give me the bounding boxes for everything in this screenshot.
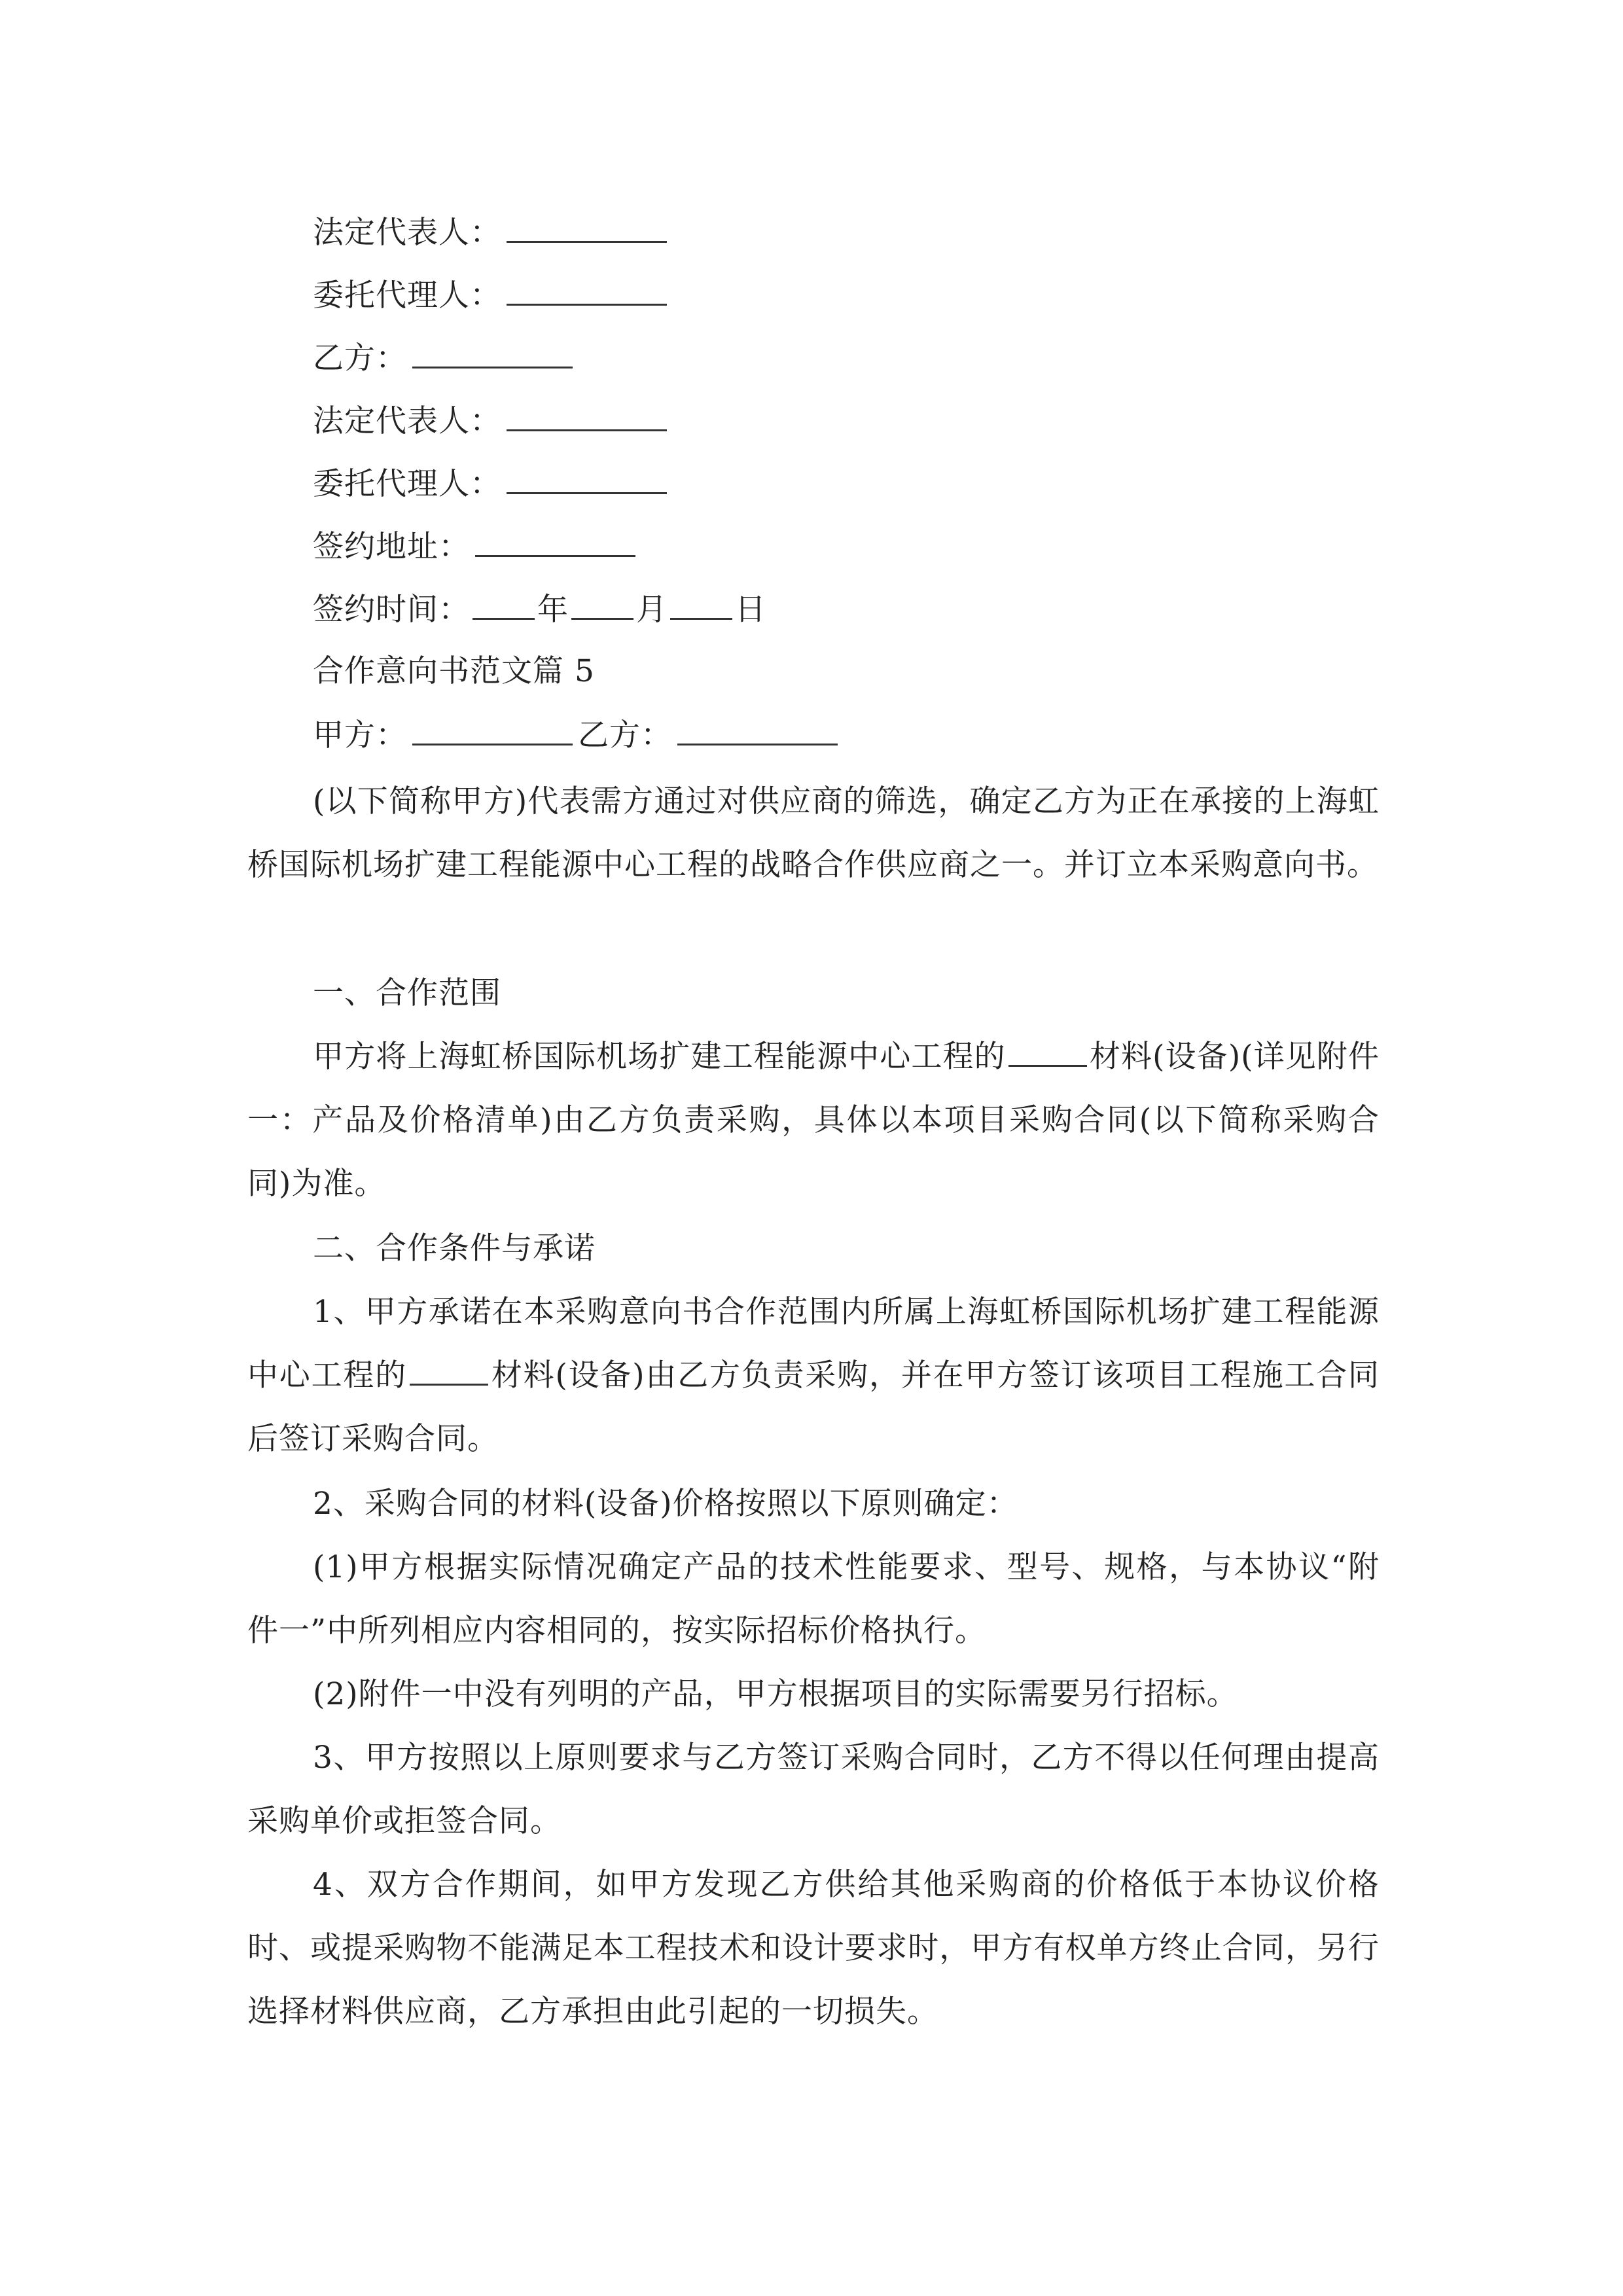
agent-b-field — [313, 465, 667, 503]
field-label: 委托代理人： — [313, 466, 501, 502]
scope-text-after: 材料(设备)(详见附件一：产品及价格清单)由乙方负责采购，具体以本项目采购合同(以下简称采购合同)为准。 — [247, 1039, 1380, 1202]
blank-line[interactable] — [670, 590, 732, 620]
blank-line[interactable] — [412, 716, 573, 745]
field-label: 乙方： — [313, 340, 407, 376]
clause-1-text-before: 1、甲方承诺在本采购意向书合作范围内所属上海虹桥国际机场扩建工程能源中心工程的 — [247, 1294, 1380, 1393]
clause-4: 4、双方合作期间，如甲方发现乙方供给其他采购商的价格低于本协议价格时、或提采购物不能满足本工程技术和设计要求时，甲方有权单方终止合同，另行选择材料供应商，乙方承担由此引起的一切损失。 — [247, 1867, 1380, 2030]
field-label: 法定代表人： — [313, 403, 501, 439]
clause-2: 2、采购合同的材料(设备)价格按照以下原则确定： — [313, 1486, 1018, 1522]
party-a-label: 甲方： — [313, 717, 407, 753]
blank-line[interactable] — [473, 590, 535, 620]
field-label: 委托代理人： — [313, 278, 501, 314]
clause-3: 3、甲方按照以上原则要求与乙方签订采购合同时，乙方不得以任何理由提高采购单价或拒签合同。 — [247, 1740, 1380, 1839]
field-label: 签约地址： — [313, 529, 470, 565]
legal-rep-a-field — [313, 213, 667, 251]
legal-rep-b-field — [313, 402, 667, 440]
day-label: 日 — [735, 592, 766, 628]
clause-2-2: (2)附件一中没有列明的产品，甲方根据项目的实际需要另行招标。 — [313, 1676, 1238, 1712]
blank-line[interactable] — [412, 339, 573, 368]
section-title: 合作意向书范文篇 5 — [313, 653, 595, 689]
scope-paragraph — [247, 1025, 1380, 1215]
blank-line[interactable] — [677, 716, 838, 745]
month-label: 月 — [636, 592, 668, 628]
field-label: 签约时间： — [313, 592, 470, 628]
blank-line[interactable] — [475, 528, 635, 557]
blank-line[interactable] — [507, 213, 667, 243]
blank-line[interactable] — [507, 402, 667, 431]
signing-time-field — [313, 590, 766, 628]
blank-line[interactable] — [571, 590, 633, 620]
field-label: 法定代表人： — [313, 215, 501, 251]
agent-a-field — [313, 276, 667, 314]
scope-text-before: 甲方将上海虹桥国际机场扩建工程能源中心工程的 — [313, 1039, 1006, 1075]
clause-1 — [247, 1280, 1380, 1471]
heading-cooperation-scope: 一、合作范围 — [313, 975, 501, 1011]
year-label: 年 — [537, 592, 569, 628]
clause-1-text-after: 材料(设备)由乙方负责采购，并在甲方签订该项目工程施工合同后签订采购合同。 — [247, 1357, 1380, 1457]
blank-line[interactable] — [410, 1356, 488, 1386]
party-b-field — [313, 339, 573, 377]
intro-paragraph: (以下简称甲方)代表需方通过对供应商的筛选，确定乙方为正在承接的上海虹桥国际机场扩建工程能源中心工程的战略合作供应商之一。并订立本采购意向书。 — [247, 783, 1380, 883]
heading-conditions: 二、合作条件与承诺 — [313, 1230, 596, 1266]
blank-line[interactable] — [507, 465, 667, 494]
parties-line — [313, 716, 838, 754]
blank-line[interactable] — [1008, 1037, 1087, 1067]
clause-2-1: (1)甲方根据实际情况确定产品的技术性能要求、型号、规格，与本协议“附件一”中所列相应内容相同的，按实际招标价格执行。 — [247, 1549, 1380, 1649]
blank-line[interactable] — [507, 276, 667, 306]
signing-address-field — [313, 528, 635, 565]
party-b-label: 乙方： — [578, 717, 672, 753]
